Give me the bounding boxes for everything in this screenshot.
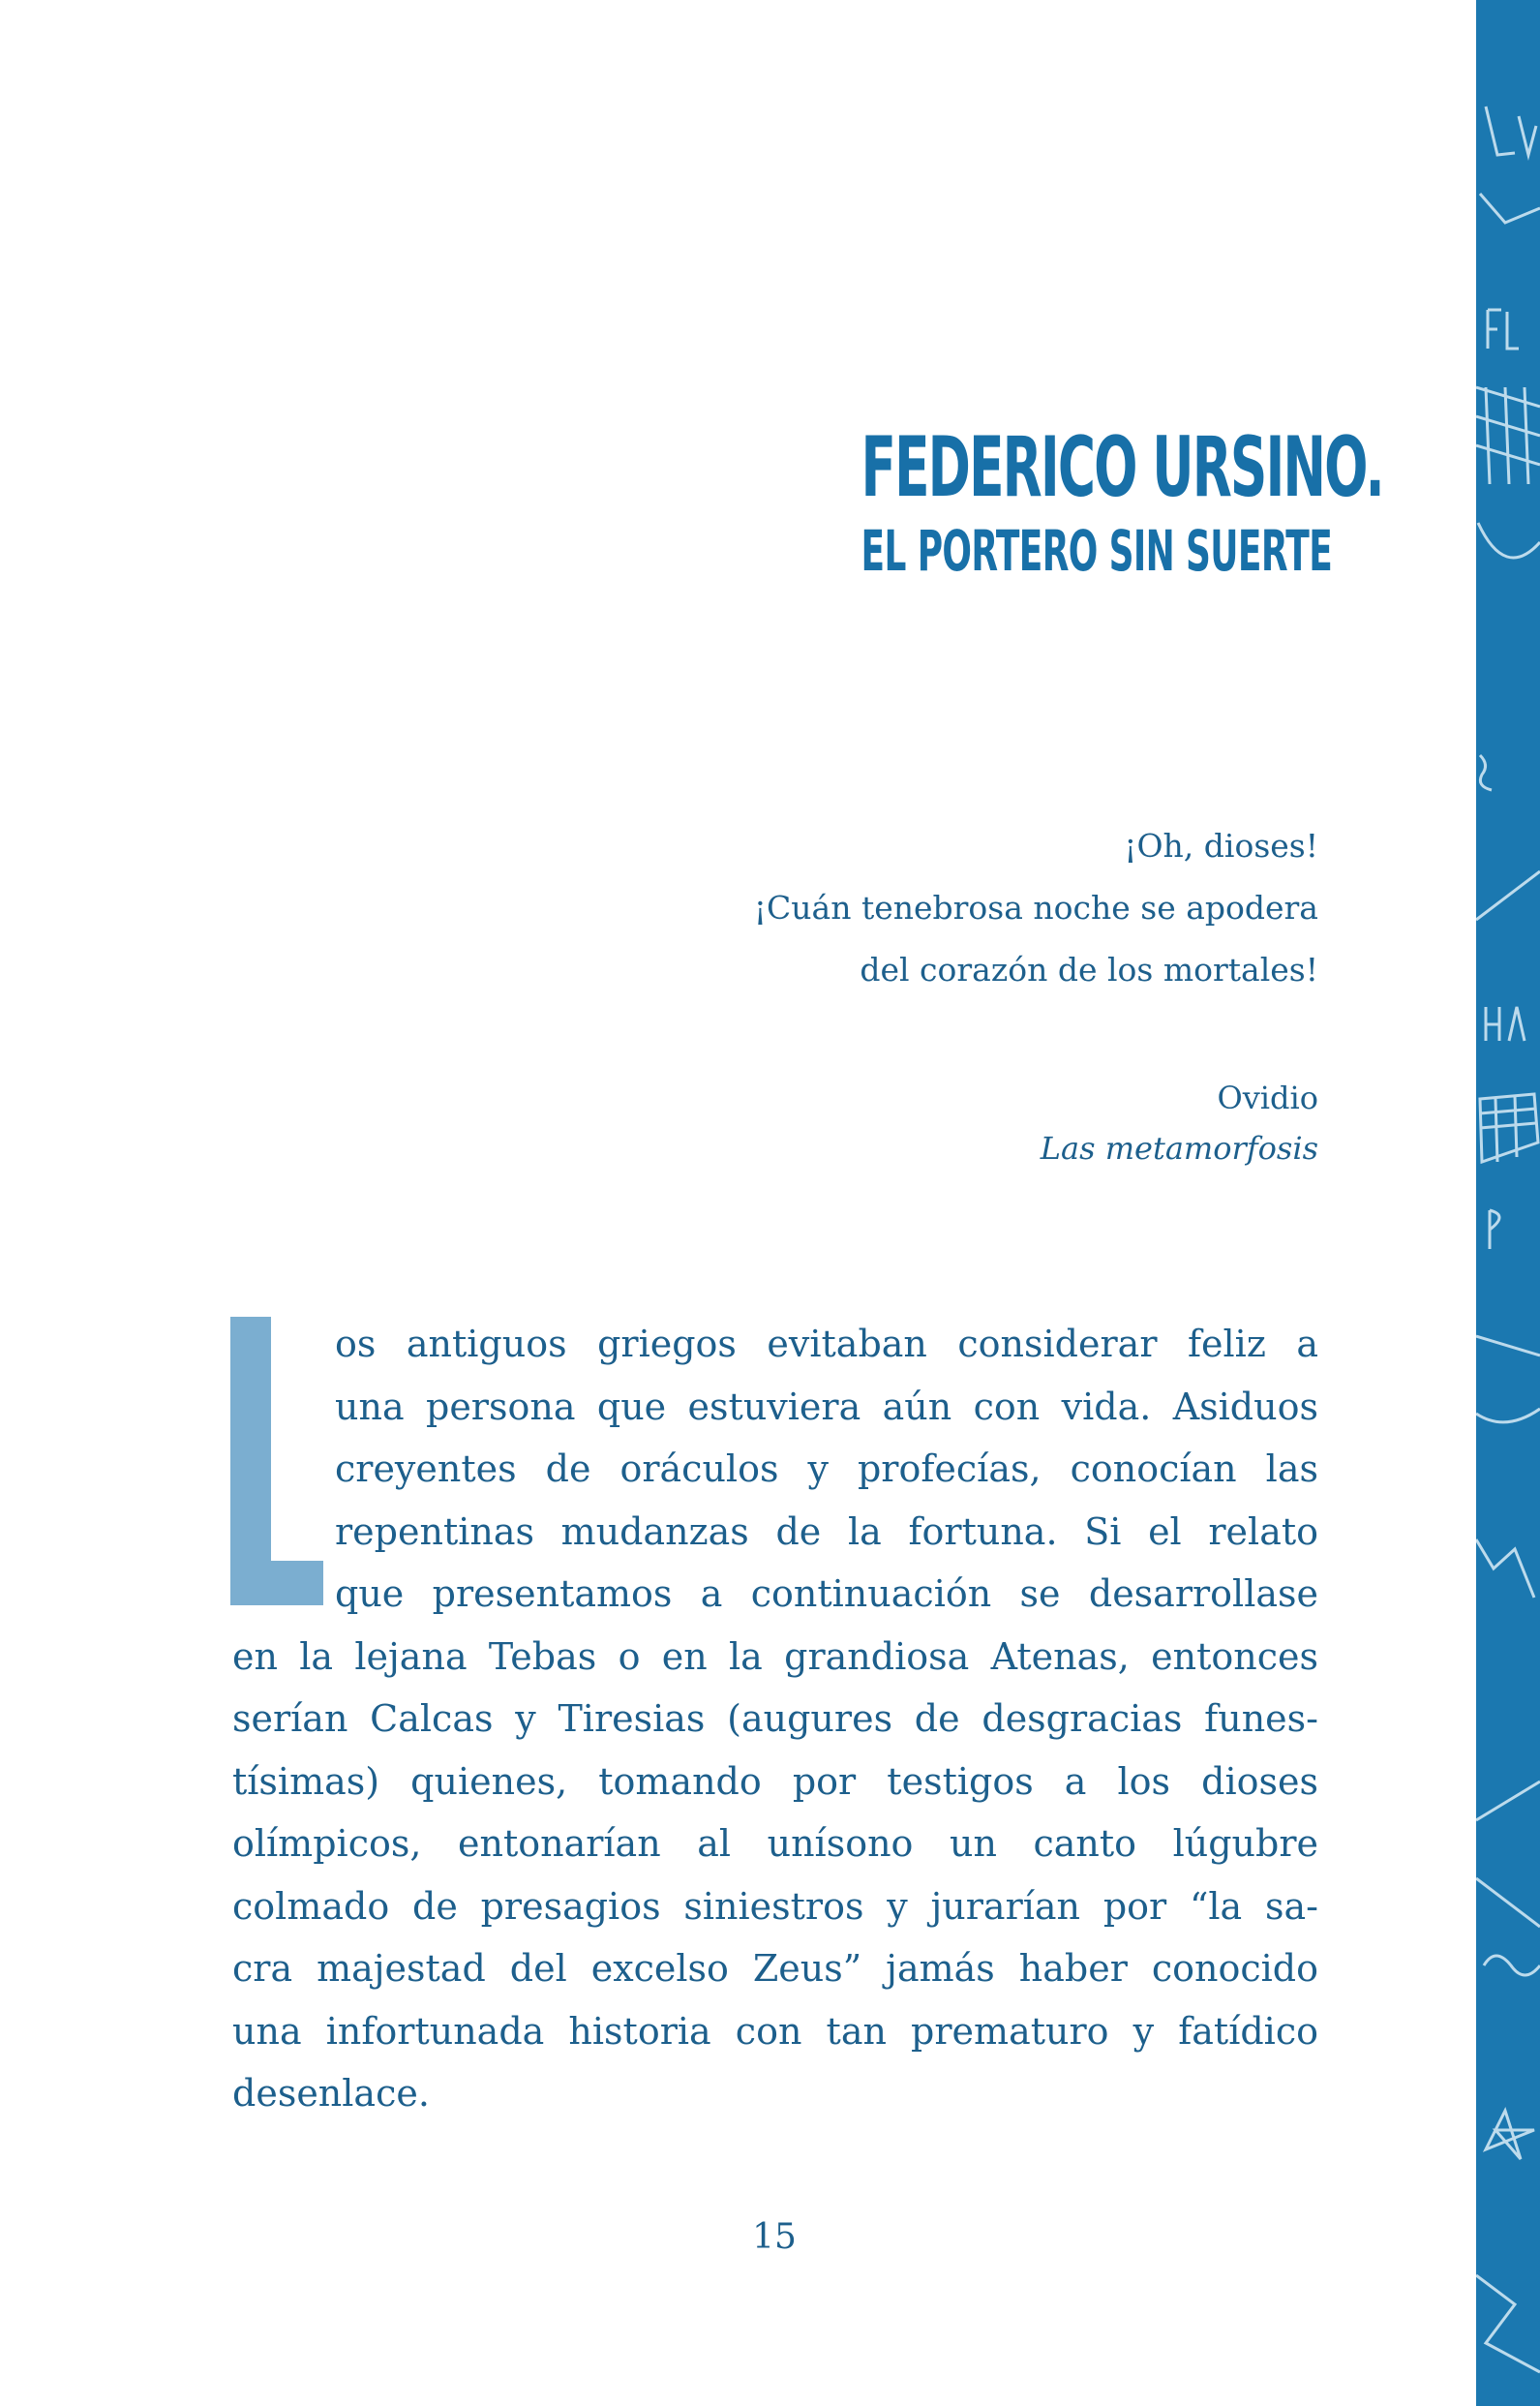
epigraph-attribution <box>581 1073 1318 1173</box>
paragraph-line: serían Calcas y Tiresias (augures de desgracias funes- <box>232 1697 1318 1740</box>
page-number: 15 <box>752 2217 797 2257</box>
epigraph-work-title: Las metamorfosis <box>1040 1130 1318 1167</box>
epigraph-line: del corazón de los mortales! <box>860 951 1318 989</box>
paragraph-line: olímpicos, entonarían al unísono un canto lúgubre <box>232 1822 1318 1865</box>
paragraph-line: desenlace. <box>232 2072 430 2115</box>
paragraph-line: una persona que estuviera aún con vida. Asiduos <box>335 1385 1318 1428</box>
epigraph-line: ¡Cuán tenebrosa noche se apodera <box>753 889 1318 927</box>
epigraph-author: Ovidio <box>1217 1080 1318 1116</box>
chapter-subtitle: EL PORTERO SIN SUERTE <box>861 518 1333 584</box>
chapter-heading <box>581 419 1383 584</box>
paragraph-line: repentinas mudanzas de la fortuna. Si el relato <box>335 1509 1318 1553</box>
chapter-title: FEDERICO URSINO. <box>861 419 1383 516</box>
paragraph-line: una infortunada historia con tan prematuro y fatídico <box>232 2009 1318 2053</box>
body-paragraph <box>232 1313 1318 2125</box>
paragraph-line: en la lejana Tebas o en la grandiosa Atenas, entonces <box>232 1634 1318 1678</box>
paragraph-line: que presentamos a continuación se desarrollase <box>335 1572 1318 1615</box>
epigraph-line: ¡Oh, dioses! <box>1124 827 1318 865</box>
paragraph-line: colmado de presagios siniestros y jurarían por “la sa- <box>232 1884 1318 1928</box>
epigraph <box>581 815 1318 1001</box>
decorative-side-strip <box>1476 0 1540 2406</box>
paragraph-line: creyentes de oráculos y profecías, conocían las <box>335 1447 1318 1490</box>
chalk-doodle-pattern <box>1476 0 1540 2406</box>
paragraph-line: os antiguos griegos evitaban considerar feliz a <box>335 1323 1318 1365</box>
paragraph-line: cra majestad del excelso Zeus” jamás haber conocido <box>232 1947 1318 1990</box>
paragraph-line: tísimas) quienes, tomando por testigos a los dioses <box>232 1759 1318 1803</box>
